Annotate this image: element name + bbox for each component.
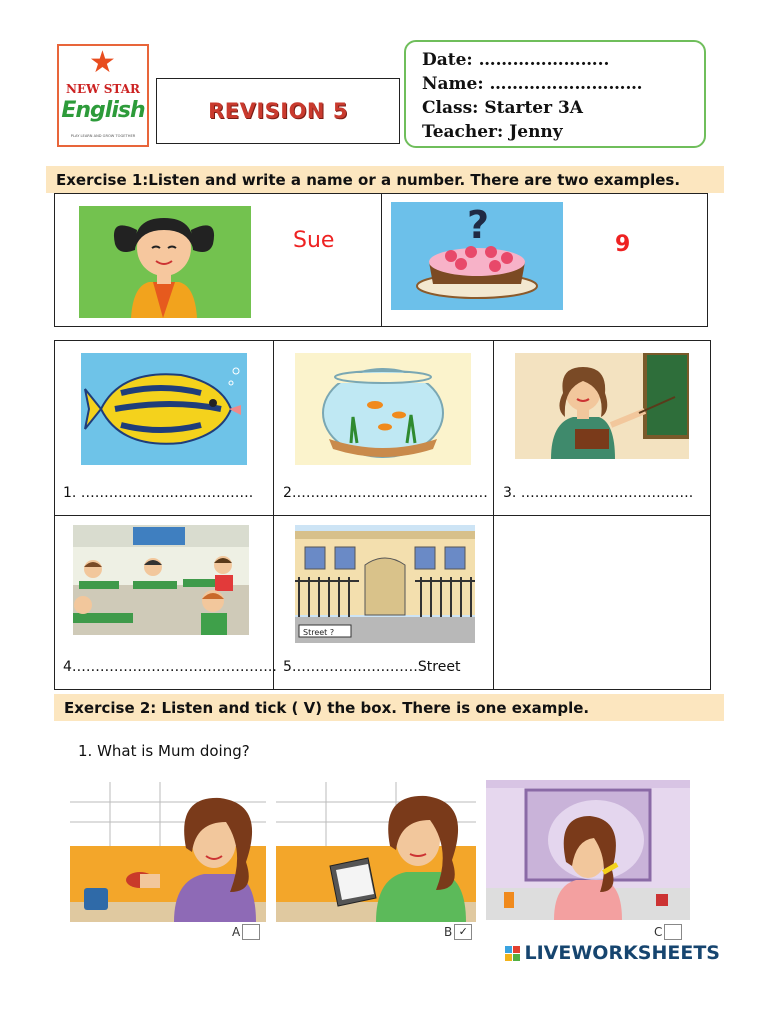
liveworksheets-icon xyxy=(505,946,520,961)
exercise1-heading-text: Exercise 1:Listen and write a name or a number. There are two examples. xyxy=(56,170,681,189)
option-a[interactable] xyxy=(232,924,260,940)
exercise2-heading-text: Exercise 2: Listen and tick ( V) the box. There is one example. xyxy=(64,698,590,717)
teacher-label: Teacher: Jenny xyxy=(422,122,563,142)
student-info-box xyxy=(404,40,706,148)
example1-answer: Sue xyxy=(293,228,335,253)
teacher-illustration xyxy=(515,353,689,459)
grid-hline xyxy=(55,515,710,516)
logo-tagline: PLAY LEARN AND GROW TOGETHER xyxy=(70,134,136,138)
option-c-letter: C xyxy=(654,925,663,939)
svg-text:Street ?: Street ? xyxy=(303,628,335,637)
liveworksheets-text: LIVEWORKSHEETS xyxy=(524,942,720,964)
examples-table xyxy=(54,193,708,327)
exercise1-grid xyxy=(54,340,711,690)
example2-answer: 9 xyxy=(615,232,631,257)
school-building-illustration xyxy=(295,525,475,643)
option-a-checkbox[interactable] xyxy=(242,924,260,940)
logo-line2: English xyxy=(61,98,145,123)
class-label: Class: Starter 3A xyxy=(422,98,584,118)
logo-line1: NEW STAR xyxy=(66,82,140,96)
item3-label[interactable]: 3. ………………………………. xyxy=(503,485,694,501)
option-b-picture xyxy=(276,782,476,922)
name-field[interactable]: Name: ……………………… xyxy=(422,74,643,94)
date-field[interactable]: Date: ………………….. xyxy=(422,50,610,70)
option-b[interactable] xyxy=(444,924,472,940)
exercise2-question: 1. What is Mum doing? xyxy=(78,742,250,760)
title-box xyxy=(156,78,400,144)
item1-label[interactable]: 1. ………………………………. xyxy=(63,485,254,501)
option-c-picture xyxy=(486,780,690,920)
item5-label[interactable]: 5………………………Street xyxy=(283,659,461,675)
girl-illustration xyxy=(79,206,251,318)
option-b-letter: B xyxy=(444,925,453,939)
new-star-english-logo xyxy=(57,44,149,147)
star-icon: ★ xyxy=(89,45,116,80)
svg-text:?: ? xyxy=(467,203,490,247)
birthday-cake-illustration xyxy=(391,202,563,310)
fishbowl-illustration xyxy=(295,353,471,465)
item4-label[interactable]: 4…………………………………….. xyxy=(63,659,277,675)
fish-illustration xyxy=(81,353,247,465)
examples-divider xyxy=(381,194,382,326)
liveworksheets-logo xyxy=(505,942,720,964)
item2-label[interactable]: 2…………………………………… xyxy=(283,485,488,501)
option-b-checkbox[interactable]: ✓ xyxy=(454,924,472,940)
option-c-checkbox[interactable] xyxy=(664,924,682,940)
exercise1-heading xyxy=(46,166,724,193)
page-title: REVISION 5 xyxy=(208,99,348,123)
option-c[interactable] xyxy=(654,924,682,940)
option-a-picture xyxy=(70,782,266,922)
option-a-letter: A xyxy=(232,925,241,939)
exercise2-heading xyxy=(54,694,724,721)
classroom-illustration xyxy=(73,525,249,635)
